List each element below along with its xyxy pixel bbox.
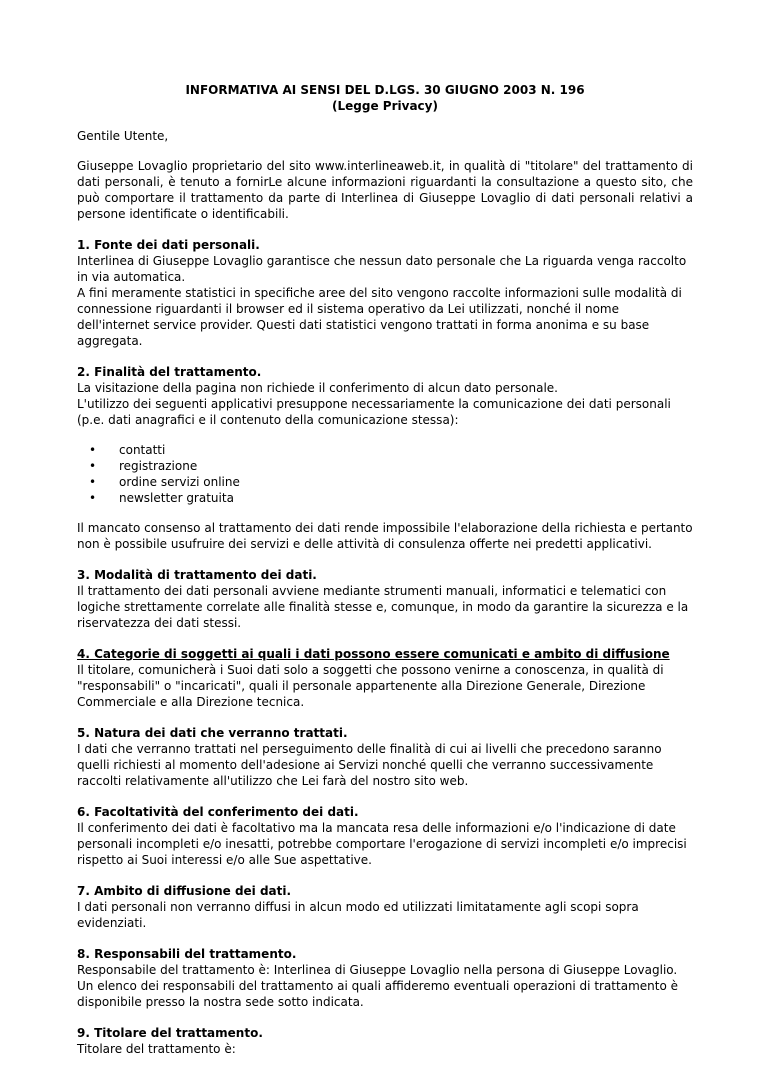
section-2-heading: 2. Finalità del trattamento. <box>77 365 262 379</box>
bullet-icon: • <box>89 443 97 457</box>
section-1-paragraph-2: A fini meramente statistici in specifiche aree del sito vengono raccolte informazioni sulle modalità di connessione riguardanti il browser ed il sistema operativo da Lei utilizzati, nonché il nome dell'internet service provider. Questi dati statistici vengono trattati in forma anonima e su base aggregata. <box>77 286 682 348</box>
applicativi-list <box>77 442 693 506</box>
section-5 <box>77 725 693 789</box>
list-item: • ordine servizi online <box>89 475 240 489</box>
section-9-heading: 9. Titolare del trattamento. <box>77 1026 263 1040</box>
section-6-heading: 6. Facoltatività del conferimento dei dati. <box>77 805 359 819</box>
section-7-paragraph-1: I dati personali non verranno diffusi in alcun modo ed utilizzati limitatamente agli scopi sopra evidenziati. <box>77 900 639 930</box>
section-6-paragraph-1: Il conferimento dei dati è facoltativo ma la mancata resa delle informazioni e/o l'indicazione di date personali incompleti e/o inesatti, potrebbe comportare l'erogazione di servizi incompleti e/o imprecisi rispetto ai Suoi interessi e/o alle Sue aspettative. <box>77 821 687 867</box>
bullet-icon: • <box>89 459 97 473</box>
section-9 <box>77 1025 693 1057</box>
section-5-paragraph-1: I dati che verranno trattati nel perseguimento delle finalità di cui ai livelli che precedono saranno quelli richiesti al momento dell'adesione ai Servizi nonché quelli che verranno successivamente raccolti relativamente all'utilizzo che Lei farà del nostro sito web. <box>77 742 662 788</box>
section-4 <box>77 646 693 710</box>
section-8-paragraph-1: Responsabile del trattamento è: Interlinea di Giuseppe Lovaglio nella persona di Giuseppe Lovaglio. Un elenco dei responsabili del trattamento ai quali affideremo eventuali operazioni di trattamento è disponibile presso la nostra sede sotto indicata. <box>77 963 678 1009</box>
document-title <box>77 82 693 114</box>
greeting: Gentile Utente, <box>77 129 169 143</box>
list-item: • newsletter gratuita <box>89 491 234 505</box>
section-5-heading: 5. Natura dei dati che verranno trattati. <box>77 726 348 740</box>
section-2-paragraph-3: Il mancato consenso al trattamento dei dati rende impossibile l'elaborazione della richiesta e pertanto non è possibile usufruire dei servizi e delle attività di consulenza offerte nei predetti applicativi. <box>77 521 693 551</box>
section-8 <box>77 946 693 1010</box>
list-item: • registrazione <box>89 459 198 473</box>
bullet-icon: • <box>89 491 97 505</box>
document-page <box>77 82 693 1072</box>
section-3-heading: 3. Modalità di trattamento dei dati. <box>77 568 317 582</box>
section-1 <box>77 237 693 349</box>
title-line-2: (Legge Privacy) <box>332 99 438 113</box>
section-1-heading: 1. Fonte dei dati personali. <box>77 238 260 252</box>
section-2 <box>77 364 693 552</box>
section-2-paragraph-1: La visitazione della pagina non richiede il conferimento di alcun dato personale. <box>77 381 558 395</box>
intro-paragraph: Giuseppe Lovaglio proprietario del sito www.interlineaweb.it, in qualità di "titolare" del trattamento di dati personali, è tenuto a fornirLe alcune informazioni riguardanti la consultazione a questo sito, che può comportare il trattamento da parte di Interlinea di Giuseppe Lovaglio di dati personali relativi a persone identificate o identificabili. <box>77 159 693 221</box>
bullet-icon: • <box>89 475 97 489</box>
list-item: • contatti <box>89 443 166 457</box>
section-7-heading: 7. Ambito di diffusione dei dati. <box>77 884 292 898</box>
section-4-paragraph-1: Il titolare, comunicherà i Suoi dati solo a soggetti che possono venirne a conoscenza, in qualità di "responsabili" o "incaricati", quali il personale appartenente alla Direzione Generale, Direzione Commerciale e alla Direzione tecnica. <box>77 663 664 709</box>
section-3-paragraph-1: Il trattamento dei dati personali avviene mediante strumenti manuali, informatici e telematici con logiche strettamente correlate alle finalità stesse e, comunque, in modo da garantire la sicurezza e la riservatezza dei dati stessi. <box>77 584 689 630</box>
section-1-paragraph-1: Interlinea di Giuseppe Lovaglio garantisce che nessun dato personale che La riguarda venga raccolto in via automatica. <box>77 254 687 284</box>
section-7 <box>77 883 693 931</box>
section-8-heading: 8. Responsabili del trattamento. <box>77 947 297 961</box>
title-line-1: INFORMATIVA AI SENSI DEL D.LGS. 30 GIUGNO 2003 N. 196 <box>185 83 585 97</box>
section-4-heading: 4. Categorie di soggetti ai quali i dati possono essere comunicati e ambito di diffusione <box>77 647 670 661</box>
section-2-paragraph-2: L'utilizzo dei seguenti applicativi presuppone necessariamente la comunicazione dei dati personali (p.e. dati anagrafici e il contenuto della comunicazione stessa): <box>77 397 671 427</box>
section-9-paragraph-1: Titolare del trattamento è: <box>77 1042 236 1056</box>
section-6 <box>77 804 693 868</box>
section-3 <box>77 567 693 631</box>
